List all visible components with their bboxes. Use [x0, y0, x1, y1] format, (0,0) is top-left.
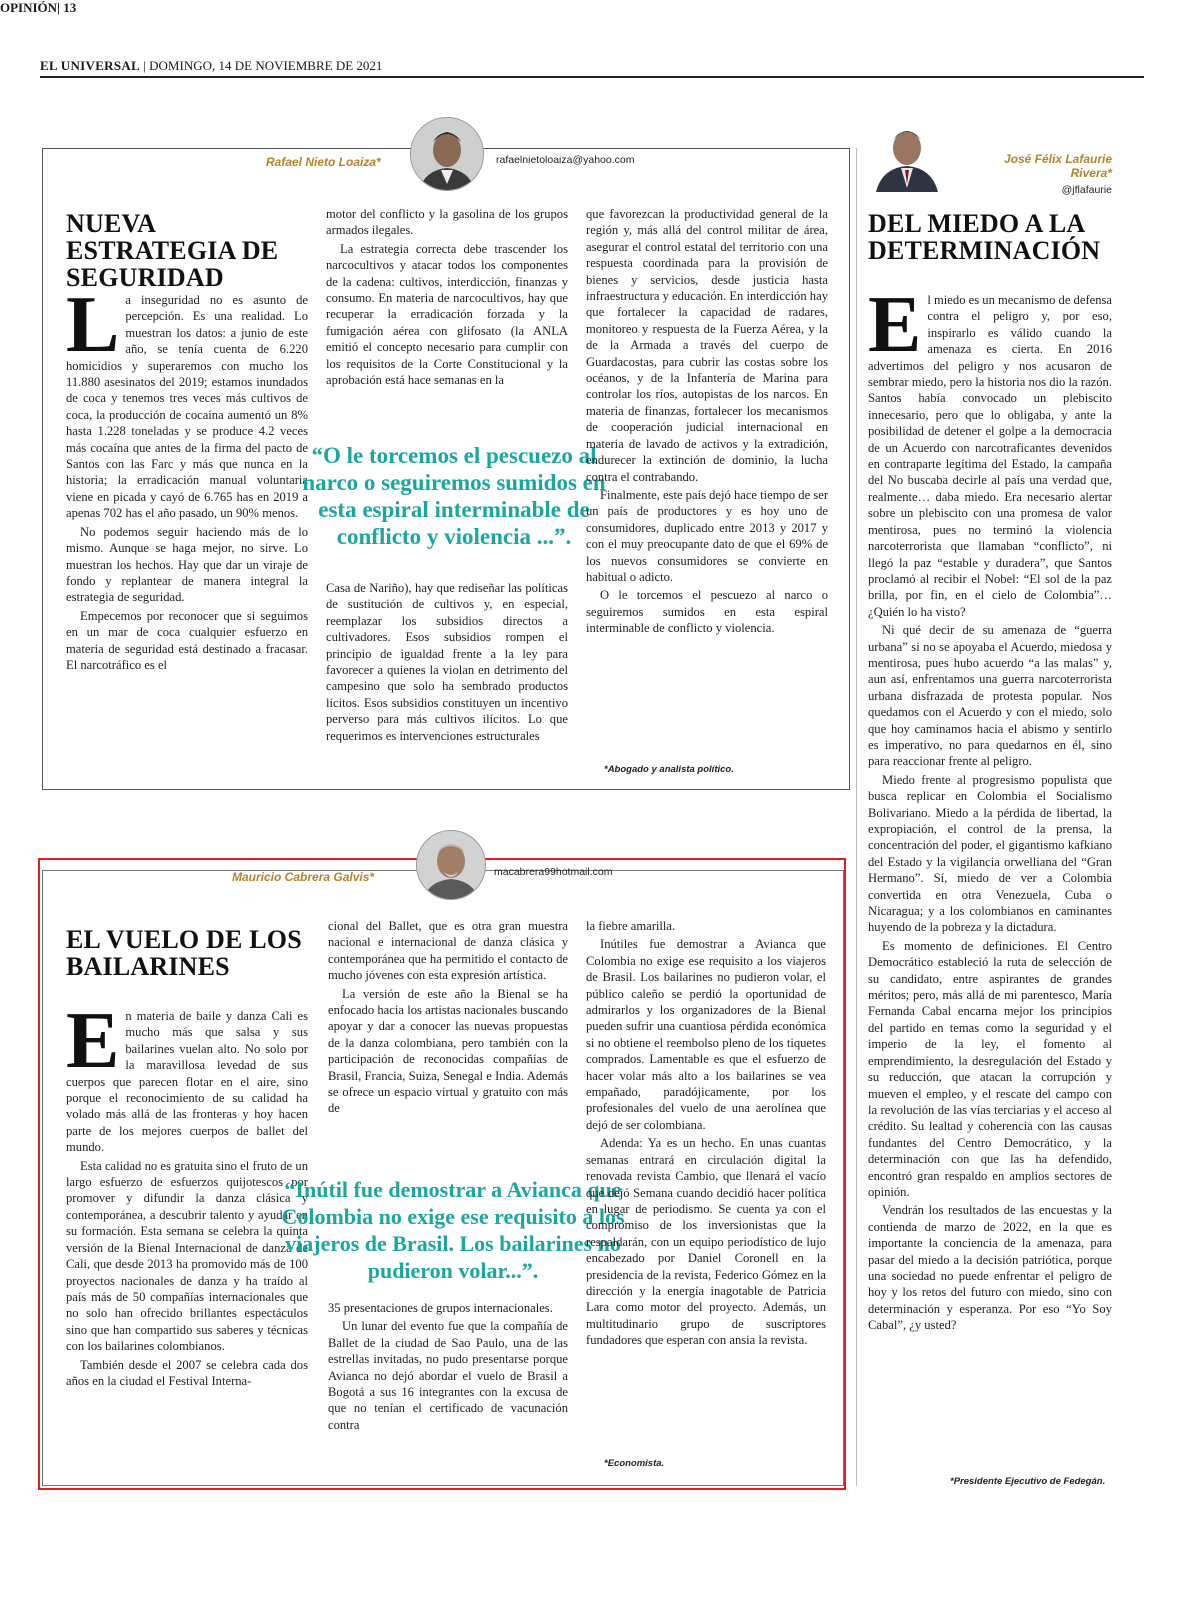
article1-column-3	[586, 206, 828, 762]
masthead: EL UNIVERSAL | DOMINGO, 14 DE NOVIEMBRE DE 2021	[40, 58, 383, 73]
page-number: 13	[63, 0, 77, 15]
drop-cap-e-lafaurie: E	[868, 292, 922, 369]
email-cabrera[interactable]: macabrera99hotmail.com	[494, 866, 613, 878]
article1-paragraph: Casa de Nariño), hay que rediseñar las políticas de sustitución de cultivos y, en especial, reemplazar los subsidios directos a cultivadores. Esos subsidios rompen el principio de igualdad frente a la ley para favorecer a quienes la violan en detrimento del campesino que solo ha sembrado productos lícitos. Esos subsidios constituyen un incentivo perverso para más cultivos ilícitos. Lo que requerimos es intervenciones estructurales	[326, 581, 568, 743]
article2-paragraph: Miedo frente al progresismo populista que busca replicar en Colombia el Socialismo Bolivariano. Miedo a la pérdida de libertad, la expropiación, el control de la prensa, la concentración del poder, el gigantismo kafkiano del Estado y la vigilancia orwelliana del “Gran Hermano”. Sí, miedo de ver a Colombia convertida en otra Venezuela, Cuba o Nicaragua; y a los colombianos en caminantes huyendo de la pobreza y la dictadura.	[868, 772, 1112, 935]
article3-column-2-bottom	[328, 1300, 568, 1472]
column-divider	[856, 148, 857, 1486]
pull-quote-nieto: “O le torcemos el pescuezo al narco o seguiremos sumidos en esta espiral interminable de conflicto y violencia ...”.	[302, 443, 606, 549]
article2-paragraph: l miedo es un mecanismo de defensa contra el peligro y, por eso, inspirarlo es válido cuando la amenaza es cierta. En 2016 advertimos del peligro y nos acusaron de sembrar miedo, pero la historia nos dio la razón. Santos había convocado un plebiscito innecesario, pero que lo obligaba, y ante la posibilidad de detener el golpe a la democracia de un Acuerdo con narcotraficantes devenidos en contraparte legítima del Estado, la campaña del No buscaba decirle al país una verdad que, realmente… daba miedo. Era necesario alertar sobre un plebiscito con una promesa de valor mentirosa, pues no terminó la violencia narcoterrorista que llamaban “conflicto”, ni llegó la paz “estable y duradera”, que Santos proclamó al recibir el Nobel: “El sol de la paz brilla, por fin, en el cielo de Colombia”… ¿Quién lo ha visto?	[868, 293, 1112, 619]
article3-paragraph: Un lunar del evento fue que la compañía de Ballet de la ciudad de Sao Paulo, una de las estrellas invitadas, no pudo presentarse porque Avianca no dejó abordar el vuelo de Brasil a Bogotá a sus 16 integrantes con la excusa de que no tenían el certificado de vacunación contra	[328, 1319, 568, 1432]
article1-paragraph: que favorezcan la productividad general de la región y, más allá del control militar de área, asegurar el control estatal del territorio con una respuesta coordinada para la provisión de bienes y servicios, desde justicia hasta infraestructura y educación. En interdicción hay que fortalecer la capacidad de radares, monitoreo y respuesta de la Fuerza Aérea, y la de la Armada a través del cuerpo de Guardacostas, para cubrir las costas sobre los océanos, y de la Infantería de Marina para controlar los ríos, autopistas de los narcos. En materia de finanzas, fortalecer los mecanismos de cooperación judicial internacional en materia de lavado de activos y la extradición, endurecer la extinción de dominio, la lucha contra el contrabando.	[586, 207, 828, 484]
article3-column-3	[586, 918, 826, 1456]
article1-paragraph: Finalmente, este país dejó hace tiempo de ser un país de productores y es hoy uno de consumidores, duplicado entre 2013 y 2017 y con el muy preocupante dato de que el 69% de los nuevos consumidores se convierte en habitual o adicto.	[586, 487, 828, 584]
article1-column-2-top	[326, 206, 568, 426]
issue-date: DOMINGO, 14 DE NOVIEMBRE DE 2021	[149, 58, 383, 73]
article2-paragraph: Vendrán los resultados de las encuestas y la contienda de marzo de 2022, en la que es importante la conciencia de la amenaza, para pasar del miedo a la decisión patriótica, porque una sociedad no puede enfrentar el peligro de hoy y los retos del futuro con miedo, sino con determinación y esperanza. Por eso “Yo Soy Cabal”, ¿y usted?	[868, 1203, 1112, 1333]
author-photo-nieto	[410, 117, 484, 191]
headline-nueva-estrategia: NUEVA ESTRATEGIA DE SEGURIDAD	[66, 209, 279, 292]
article3-paragraph: Inútiles fue demostrar a Avianca que Colombia no exige ese requisito a los viajeros de Brasil. Los bailarines no pudieron volar, el público caleño se perdió la oportunidad de admirarlos y los organizadores de la Bienal pueden sufrir una cuantiosa pérdida económica si no obtiene el reembolso pleno de los tiquetes comprados. Lamentable es que el esfuerzo de hacer volar más alto a los bailarines se vea empañado, paradójicamente, por los profesionales del vuelo de una aerolínea que dejó de ser colombiana.	[586, 937, 826, 1132]
pull-quote-cabrera: “Inútil fue demostrar a Avianca que Colombia no exige ese requisito a los viajeros de Brasil. Los bailarines no pudieron volar...”.	[281, 1177, 625, 1283]
section-name: OPINIÓN	[0, 0, 58, 15]
paper-name: EL UNIVERSAL	[40, 58, 141, 73]
article3-paragraph: La versión de este año la Bienal se ha enfocado hacia los artistas nacionales buscando apoyar y dar a conocer las nuevas propuestas de la danza colombiana, pero también con la participación de reconocidas compañías de Brasil, Francia, Suiza, Senegal e India. Además se ofrece un espacio virtual y gratuito con más de	[328, 986, 568, 1116]
article2-paragraph: Ni qué decir de su amenaza de “guerra urbana” si no se apoyaba el Acuerdo, miedosa y mentirosa, pues hubo acuerdo “a las malas” y, aun así, enfrentamos una guerra narcoterrorista urbana disfrazada de protesta popular. Nos quedamos con el Acuerdo y con el miedo, solo que hoy caminamos hacia el abismo y sentirlo es imperativo, no para quedarnos en él, sino para reaccionar frente al peligro.	[868, 623, 1112, 769]
section-folio: OPINIÓN| 13	[0, 0, 77, 15]
author-photo-lafaurie	[870, 118, 944, 192]
article1-paragraph: O le torcemos el pescuezo al narco o seguiremos sumidos en esta espiral interminable de conflicto y violencia.	[586, 588, 828, 636]
footnote-lafaurie: *Presidente Ejecutivo de Fedegán.	[950, 1476, 1106, 1487]
article1-column-1	[66, 292, 308, 780]
article3-paragraph: la fiebre amarilla.	[586, 919, 676, 933]
masthead-rule	[40, 76, 1144, 78]
article1-paragraph: motor del conflicto y la gasolina de los grupos armados ilegales.	[326, 207, 568, 238]
handle-lafaurie[interactable]: @jflafaurie	[1061, 184, 1112, 196]
article2-body	[868, 292, 1112, 1472]
article3-paragraph: 35 presentaciones de grupos internacionales.	[328, 1301, 553, 1315]
byline-nieto: Rafael Nieto Loaiza*	[266, 155, 381, 169]
email-nieto[interactable]: rafaelnietoloaiza@yahoo.com	[496, 154, 635, 166]
drop-cap-l: L	[66, 292, 120, 369]
drop-cap-e-cabrera: E	[66, 1008, 120, 1085]
footnote-nieto: *Abogado y analista político.	[604, 764, 734, 775]
author-photo-cabrera	[416, 830, 486, 900]
article1-paragraph: No podemos seguir haciendo más de lo mismo. Aunque se haga mejor, no sirve. Lo muestran los hechos. Hay que dar un viraje de fondo y replantear de manera integral la estrategia de seguridad.	[66, 524, 308, 605]
headline-vuelo-bailarines: EL VUELO DE LOS BAILARINES	[66, 925, 302, 981]
article2-paragraph: Es momento de definiciones. El Centro Democrático estableció la ruta de selección de su candidato, entre aspirantes de grandes méritos; pero, más allá de mi parentesco, María Fernanda Cabal encarna mejor los principios del partido en temas como la seguridad y el imperio de la ley, el fomento al emprendimiento, la desregulación del Estado y su reducción, que atacan la corrupción y mueven el empleo, y el rescate del campo con la revolución de las vías terciarias y el acceso al crédito. Su lealtad y coherencia con las causas fundantes del Centro Democrático, y la determinación con que las ha defendido, encontró gran respaldo en amplios sectores de opinión.	[868, 938, 1112, 1199]
article1-column-2-bottom	[326, 580, 568, 776]
article1-paragraph: a inseguridad no es asunto de percepción. Es una realidad. Lo muestran los datos: a junio de este año, se tenía cuenta de 6.220 homicidios y superaremos con mucho los 11.880 asesinatos del 2019; estamos inundados de coca y tenemos tres veces más cultivos de coca, la producción de cocaína aumentó un 8% hasta 1.228 toneladas y se produce 4.2 veces más cocaína que antes de la firma del pacto de Santos con las Farc y más que nunca en la historia; la erradicación manual voluntaria viene en picada y cayó de 6.765 has en 2019 a apenas 702 has el año pasado, un 90% menos.	[66, 293, 308, 521]
footnote-cabrera: *Economista.	[604, 1458, 665, 1469]
article1-paragraph: Empecemos por reconocer que si seguimos en un mar de coca cualquier esfuerzo en materia de seguridad está destinado a fracasar. El narcotráfico es el	[66, 608, 308, 672]
article3-paragraph: También desde el 2007 se celebra cada dos años en la ciudad el Festival Interna-	[66, 1357, 308, 1388]
headline-del-miedo: DEL MIEDO A LA DETERMINACIÓN	[868, 209, 1101, 265]
article3-column-2-top	[328, 918, 568, 1154]
byline-cabrera: Mauricio Cabrera Galvis*	[232, 870, 375, 884]
byline-lafaurie: José Félix Lafaurie Rivera*	[1003, 152, 1112, 180]
article3-paragraph: n materia de baile y danza Cali es mucho más que salsa y sus bailarines vuelan alto. No solo por la maravillosa levedad de sus cuerpos que parecen flotar en el aire, sino porque el reconocimiento de su calidad ha volado más allá de las fronteras y hoy hacen parte de los mejores cuerpos de ballet del mundo.	[66, 1009, 308, 1155]
article3-paragraph: Esta calidad no es gratuita sino el fruto de un largo esfuerzo de esfuerzos quijotescos por promover y difundir la danza clásica y contemporánea, a descubrir talento y ayudar en su formación. Esta semana se celebra la quinta versión de la Bienal Internacional de danza de Cali, que desde 2013 ha promovido más de 100 proyectos nacionales de danza y ha traído al país más de 50 compañías internacionales que no solo han ofrecido brillantes espectáculos sino que han compartido sus saberes y técnicas con los bailarines colombianos.	[66, 1158, 308, 1354]
article3-paragraph: Adenda: Ya es un hecho. En unas cuantas semanas entrará en circulación digital la renovada revista Cambio, que llenará el vacío que dejó Semana cuando decidió hacer política en lugar de periodismo. Se cuenta ya con el compromiso de los inversionistas que la respaldarán, con un equipo periodístico de lujo encabezado por Daniel Coronell en la presidencia de la revista, Federico Gómez en la dirección y la energía inagotable de Patricia Lara como motor del proyecto. Además, un multitudinario grupo de suscriptores fundadores que esperan con ansia la revista.	[586, 1136, 826, 1348]
article3-paragraph: cional del Ballet, que es otra gran muestra nacional e internacional de danza clásica y contemporánea que ha permitido el contacto de mucho jóvenes con esta expresión artística.	[328, 919, 568, 983]
article1-paragraph: La estrategia correcta debe trascender los narcocultivos y atacar todos los componentes de la cadena: cultivos, interdicción, finanzas y consumo. En materia de narcocultivos, hay que recuperar la erradicación forzada y la fumigación aérea con glifosato (la ANLA emitió el concepto necesario para cumplir con los requisitos de la Corte Constitucional y la aprobación está hace semanas en la	[326, 241, 568, 388]
